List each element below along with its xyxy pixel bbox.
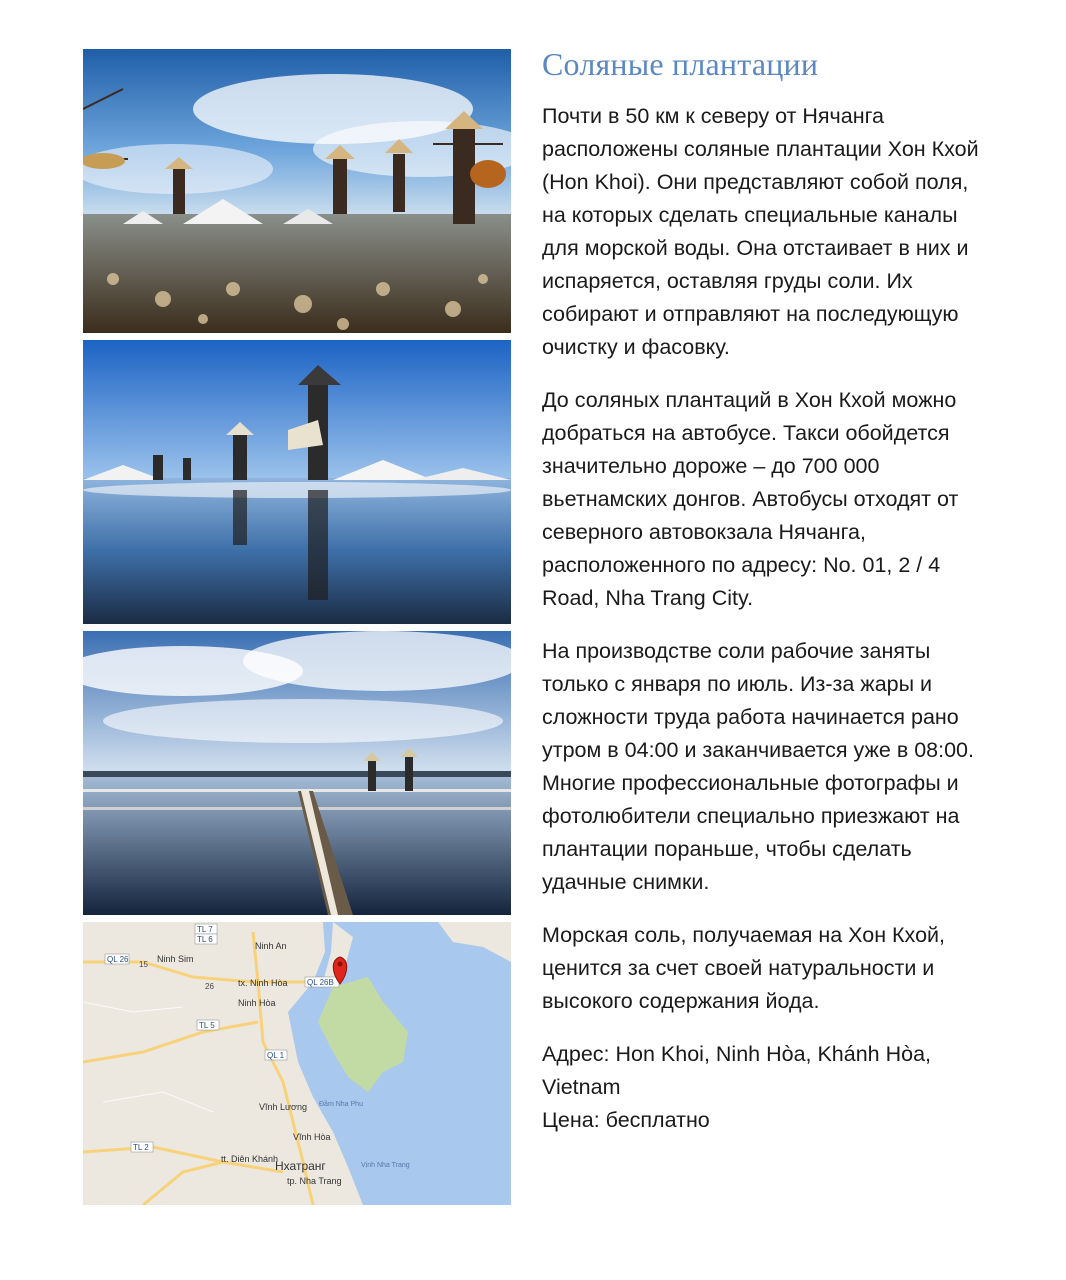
- map-label-vinh-hoa: Vĩnh Hòa: [293, 1132, 331, 1142]
- map-label-ql26b: QL 26B: [307, 978, 334, 987]
- map-label-vinh-nha-trang: Vịnh Nha Trang: [361, 1162, 410, 1169]
- map-label-ninh-hoa: Ninh Hòa: [238, 998, 276, 1008]
- map-label-nha-trang-ru: Нхатранг: [275, 1159, 326, 1173]
- map-label-tl5: TL 5: [199, 1021, 215, 1030]
- map-label-ql26: QL 26: [107, 955, 129, 964]
- article-title: Соляные плантации: [542, 46, 819, 82]
- map-label-r15: 15: [139, 960, 148, 969]
- map-label-dam-nha-phu: Đầm Nha Phu: [319, 1101, 363, 1108]
- salt-workers-photo-2: [83, 340, 511, 624]
- map-label-tp-nha-trang: tp. Nha Trang: [287, 1176, 342, 1186]
- map-label-ninh-sim: Ninh Sim: [157, 954, 194, 964]
- map-label-tx-ninh-hoa: tx. Ninh Hòa: [238, 978, 288, 988]
- salt-workers-photo-1: [83, 49, 511, 333]
- article-paragraph-3: На производстве соли рабочие заняты только с января по июль. Из-за жары и сложности труда работа начинается рано утром в 04:00 и заканчивается уже в 08:00. Многие профессиональные фотографы и фотолюбители специально приезжают на плантации пораньше, чтобы сделать удачные снимки.: [542, 639, 974, 894]
- article-paragraph-4: Морская соль, получаемая на Хон Кхой, ценится за счет своей натуральности и высокого содержания йода.: [542, 923, 946, 1013]
- map-label-vinh-luong: Vĩnh Lương: [259, 1102, 307, 1112]
- article: [542, 44, 992, 1137]
- map-label-tl6: TL 6: [197, 935, 213, 944]
- photo-column: [83, 49, 511, 1205]
- map-label-tl2: TL 2: [133, 1143, 149, 1152]
- article-paragraph-2: До соляных плантаций в Хон Кхой можно добраться на автобусе. Такси обойдется значительно дороже – до 700 000 вьетнамских донгов. Автобусы отходят от северного автовокзала Нячанга, расположенного по адресу: No. 01, 2 / 4 Road, Nha Trang City.: [542, 388, 959, 610]
- location-map[interactable]: [83, 922, 511, 1205]
- price-text: Цена: бесплатно: [542, 1108, 710, 1132]
- map-label-ninh-an: Ninh An: [255, 941, 287, 951]
- map-label-ql1: QL 1: [267, 1051, 285, 1060]
- map-label-r26: 26: [205, 982, 214, 991]
- address-text: Адрес: Hon Khoi, Ninh Hòa, Khánh Hòa, Vietnam: [542, 1042, 932, 1099]
- map-label-tt-dien-khanh: tt. Diên Khánh: [221, 1154, 279, 1164]
- article-paragraph-1: Почти в 50 км к северу от Нячанга расположены соляные плантации Хон Кхой (Hon Khoi). Они представляют собой поля, на которых сделать специальные каналы для морской воды. Она отстаивает в них и испаряется, оставляя груды соли. Их собирают и отправляют на последующую очистку и фасовку.: [542, 104, 979, 359]
- salt-fields-photo-3: [83, 631, 511, 915]
- map-label-tl7: TL 7: [197, 925, 213, 934]
